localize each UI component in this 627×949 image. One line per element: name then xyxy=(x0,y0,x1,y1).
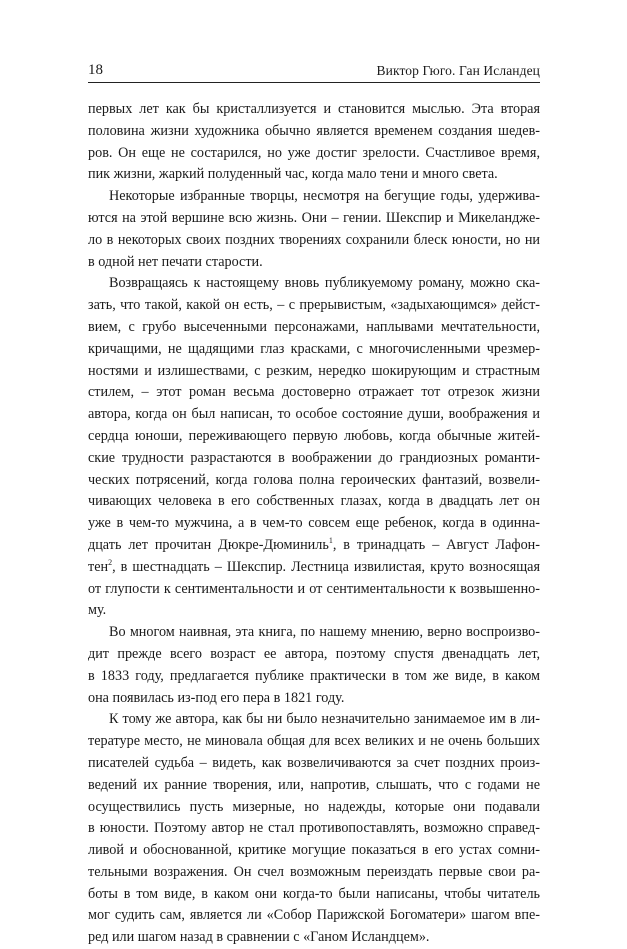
text-line: ров. Он еще не состарился, но уже достиг зрелости. Счастливое время, xyxy=(88,144,540,161)
paragraph-5 xyxy=(88,709,540,949)
paragraph-1 xyxy=(88,99,540,186)
text-line: сердца юноши, переживающего первую любовь, когда обычные житей- xyxy=(88,427,540,444)
text-line: му. xyxy=(88,602,107,619)
text-line: дит прежде всего возраст ее автора, поэтому спустя двенадцать лет, xyxy=(88,645,540,662)
text-line: боты в том виде, в каком они когда-то были написаны, чтобы читатель xyxy=(88,885,540,902)
text-line xyxy=(88,557,540,579)
paragraph-3 xyxy=(88,273,540,622)
text-line xyxy=(88,535,540,557)
text-line: ностями и излишествами, с резким, нередко шокирующим и страстным xyxy=(88,362,540,379)
paragraph-2 xyxy=(88,186,540,273)
text-line: автора, когда он был написан, то особое состояние души, воображения и xyxy=(88,406,540,423)
text-line: писателей судьба – видеть, как возвеличиваются за счет поздних произ- xyxy=(88,754,540,771)
text-fragment: , в шестнадцать – Шекспир. Лестница извилистая, круто возносящая xyxy=(112,558,540,575)
text-line: мог судить сам, является ли «Собор Парижской Богоматери» шагом впе- xyxy=(88,907,540,924)
text-line: уже в чем-то мужчина, а в чем-то совсем еще ребенок, когда в одинна- xyxy=(88,515,540,532)
text-line: вием, с грубо высеченными персонажами, наплывами мечтательности, xyxy=(88,318,540,335)
text-line: тельными возражения. Он счел возможным переиздать первые свои ра- xyxy=(88,863,540,880)
text-line: тературе место, не миновала общая для всех великих и не очень больших xyxy=(88,733,540,750)
text-line: в юности. Поэтому автор не стал противопоставлять, возможно справед- xyxy=(88,820,540,837)
text-line: от глупости к сентиментальности и от сентиментальности к возвышенно- xyxy=(88,580,540,597)
text-fragment: , в тринадцать – Август Лафон- xyxy=(332,536,540,553)
text-line: ведений их ранние творения, или, напротив, слышать, что с годами не xyxy=(88,776,540,793)
text-fragment: дцать лет прочитан Дюкре-Дюминиль xyxy=(88,536,329,553)
text-line: в одной нет печати старости. xyxy=(88,253,263,270)
text-line: стилем, – этот роман весьма достоверно отражает тот отрезок жизни xyxy=(88,384,540,401)
page-number: 18 xyxy=(88,62,103,78)
text-line: кричащими, не щадящими глаз красками, с многочисленными чрезмер- xyxy=(88,340,540,357)
text-line: осуществились пусть мизерные, но надежды, которые они подавали xyxy=(88,798,540,815)
text-line: она появилась из-под его пера в 1821 году. xyxy=(88,689,345,706)
text-line: половина жизни художника обычно является временем создания шедев- xyxy=(88,122,540,139)
text-line: ливой и обоснованной, критике могущие показаться в его устах сомни- xyxy=(88,842,540,859)
text-line: К тому же автора, как бы ни было незначительно занимаемое им в ли- xyxy=(109,711,540,728)
footnote-ref-2[interactable]: 2 xyxy=(108,557,113,567)
text-line: Во многом наивная, эта книга, по нашему мнению, верно воспроизво- xyxy=(109,624,540,641)
running-title: Виктор Гюго. Ган Исландец xyxy=(376,63,540,78)
text-line: ские трудности разрастаются в воображении до грандиозных романти- xyxy=(88,449,540,466)
text-line: ло в некоторых своих поздних творениях сохранили блеск юности, но ни xyxy=(88,231,540,248)
text-fragment: тен xyxy=(88,558,109,575)
running-header xyxy=(88,60,540,83)
text-line: Некоторые избранные творцы, несмотря на бегущие годы, удержива- xyxy=(109,188,540,205)
text-line: первых лет как бы кристаллизуется и становится мыслью. Эта вторая xyxy=(88,101,540,117)
text-line: в 1833 году, предлагается публике практически в том же виде, в каком xyxy=(88,667,540,684)
text-line: зать, что такой, какой он есть, – с прерывистым, «задыхающимся» дейст- xyxy=(88,297,540,314)
text-line: пик жизни, жаркий полуденный час, когда мало тени и много света. xyxy=(88,166,498,183)
body-text xyxy=(88,99,540,949)
footnote-ref-1[interactable]: 1 xyxy=(328,535,333,545)
text-line: Возвращаясь к настоящему вновь публикуемому роману, можно ска- xyxy=(109,275,540,292)
text-line: ческих потрясений, когда голова полна героических фантазий, возвели- xyxy=(88,471,540,488)
paragraph-4 xyxy=(88,622,540,709)
text-line: ред или шагом назад в сравнении с «Ганом Исландцем». xyxy=(88,929,430,946)
text-line: ются на этой вершине всю жизнь. Они – гении. Шекспир и Микеландже- xyxy=(88,209,540,226)
text-line: чивающих человека в его собственных глазах, когда в двадцать лет он xyxy=(88,493,540,510)
